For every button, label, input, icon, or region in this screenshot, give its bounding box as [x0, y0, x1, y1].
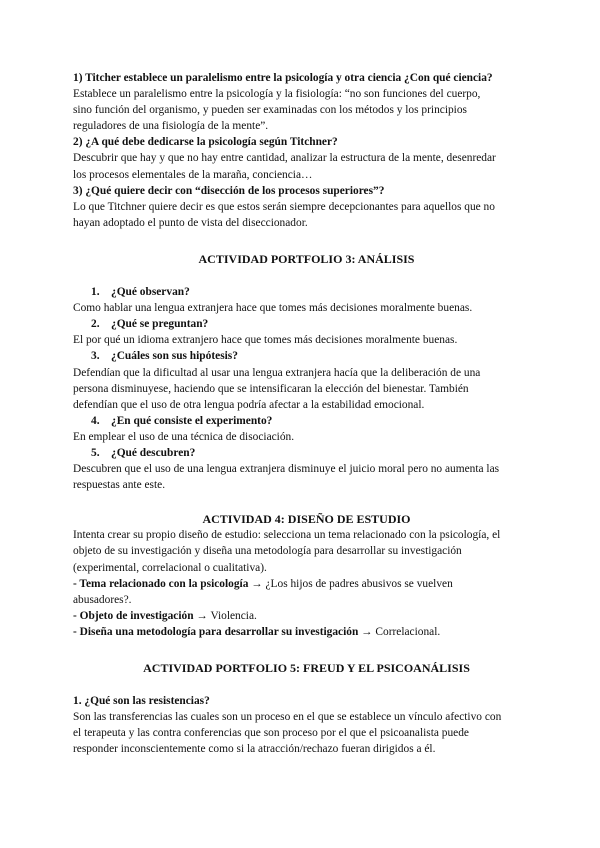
p3-question-4	[73, 413, 540, 429]
p3-answer-2-line-1: El por qué un idioma extranjero hace que tomes más decisiones moralmente buenas.	[73, 334, 458, 347]
activity-4-method-line	[73, 624, 540, 640]
topic-value-continued: abusadores?.	[73, 593, 132, 606]
p5-answer-1-line-2: el terapeuta y las contra conferencias que son proceso por el que el psicoanalista puede	[73, 727, 469, 740]
p3-answer-3-line-1: Defendían que la dificultad al usar una lengua extranjera hacía que la deliberación de una	[73, 366, 481, 379]
p3-answer-5-line-1: Descubren que el uso de una lengua extranjera disminuye el juicio moral pero no aumenta las	[73, 463, 500, 476]
p3-question-4-text: ¿En qué consiste el experimento?	[111, 414, 273, 427]
p5-answer-1-line-3: responder inconscientemente como si la atracción/rechazo fueran dirigidos a él.	[73, 743, 436, 756]
answer-2-line-2: los procesos elementales de la maraña, conciencia…	[73, 168, 313, 181]
p3-question-2	[73, 316, 540, 332]
p3-question-4-number: 4.	[91, 414, 100, 427]
topic-value: ¿Los hijos de padres abusivos se vuelven	[265, 577, 453, 590]
p3-question-2-number: 2.	[91, 318, 100, 331]
activity-4-intro-line-2: objeto de su investigación y diseña una metodología para desarrollar su investigación	[73, 545, 462, 558]
portfolio-5-heading: ACTIVIDAD PORTFOLIO 5: FREUD Y EL PSICOANÁLISIS	[143, 661, 470, 675]
p3-question-1-number: 1.	[91, 286, 100, 299]
p3-question-3-number: 3.	[91, 350, 100, 363]
method-value: Correlacional.	[375, 625, 441, 638]
topic-arrow: →	[248, 577, 266, 590]
p3-question-5	[73, 445, 540, 461]
answer-1-line-3: reguladores de una fisiología de la mente”.	[73, 120, 269, 133]
question-1: 1) Titcher establece un paralelismo entre la psicología y otra ciencia ¿Con qué ciencia?	[73, 72, 493, 84]
activity-4-object-line	[73, 608, 540, 624]
p3-answer-5-line-2: respuestas ante este.	[73, 479, 166, 492]
p3-question-1	[73, 284, 540, 300]
answer-1-line-2: sino función del organismo, y pueden ser examinadas con los métodos y los principios	[73, 104, 467, 117]
answer-3-line-2: hayan adoptado el punto de vista del diseccionador.	[73, 216, 308, 229]
p5-question-1: 1. ¿Qué son las resistencias?	[73, 695, 210, 708]
answer-3-line-1: Lo que Titchner quiere decir es que estos serán siempre decepcionantes para aquellos que no	[73, 200, 495, 213]
p3-answer-4-line-1: En emplear el uso de una técnica de disociación.	[73, 430, 295, 443]
activity-4-intro-line-1: Intenta crear su propio diseño de estudio: selecciona un tema relacionado con la psicología, el	[73, 529, 501, 542]
p3-question-1-text: ¿Qué observan?	[111, 286, 190, 299]
method-label: - Diseña una metodología para desarrollar su investigación	[73, 625, 359, 638]
p3-answer-3-line-2: persona disminuyese, haciendo que se intensificaran la elección del bienestar. También	[73, 382, 469, 395]
p3-question-5-number: 5.	[91, 446, 100, 459]
object-arrow: →	[193, 609, 211, 622]
answer-2-line-1: Descubrir que hay y que no hay entre cantidad, analizar la estructura de la mente, desenredar	[73, 152, 496, 165]
question-3: 3) ¿Qué quiere decir con “disección de los procesos superiores”?	[73, 184, 385, 197]
p5-answer-1-line-1: Son las transferencias las cuales son un proceso en el que se establece un vínculo afectivo con	[73, 711, 502, 724]
portfolio-3-heading: ACTIVIDAD PORTFOLIO 3: ANÁLISIS	[198, 251, 415, 266]
object-label: - Objeto de investigación	[73, 609, 194, 622]
method-arrow: →	[358, 625, 376, 638]
p3-answer-1-line-1: Como hablar una lengua extranjera hace que tomes más decisiones moralmente buenas.	[73, 302, 473, 315]
p3-question-3-text: ¿Cuáles son sus hipótesis?	[111, 350, 238, 363]
question-2: 2) ¿A qué debe dedicarse la psicología según Titchner?	[73, 136, 338, 149]
p3-answer-3-line-3: defendían que el uso de otra lengua podría afectar a la estabilidad emocional.	[73, 398, 425, 411]
activity-4-topic-line	[73, 576, 540, 592]
p3-question-5-text: ¿Qué descubren?	[111, 446, 196, 459]
answer-1-line-1: Establece un paralelismo entre la psicología y la fisiología: “no son funciones del cuerpo,	[73, 88, 481, 101]
p3-question-2-text: ¿Qué se preguntan?	[111, 318, 209, 331]
activity-4-heading: ACTIVIDAD 4: DISEÑO DE ESTUDIO	[202, 512, 411, 527]
topic-label: - Tema relacionado con la psicología	[73, 577, 249, 590]
p3-question-3	[73, 348, 540, 364]
activity-4-intro-line-3: (experimental, correlacional o cualitativa).	[73, 561, 267, 574]
object-value: Violencia.	[210, 609, 257, 622]
